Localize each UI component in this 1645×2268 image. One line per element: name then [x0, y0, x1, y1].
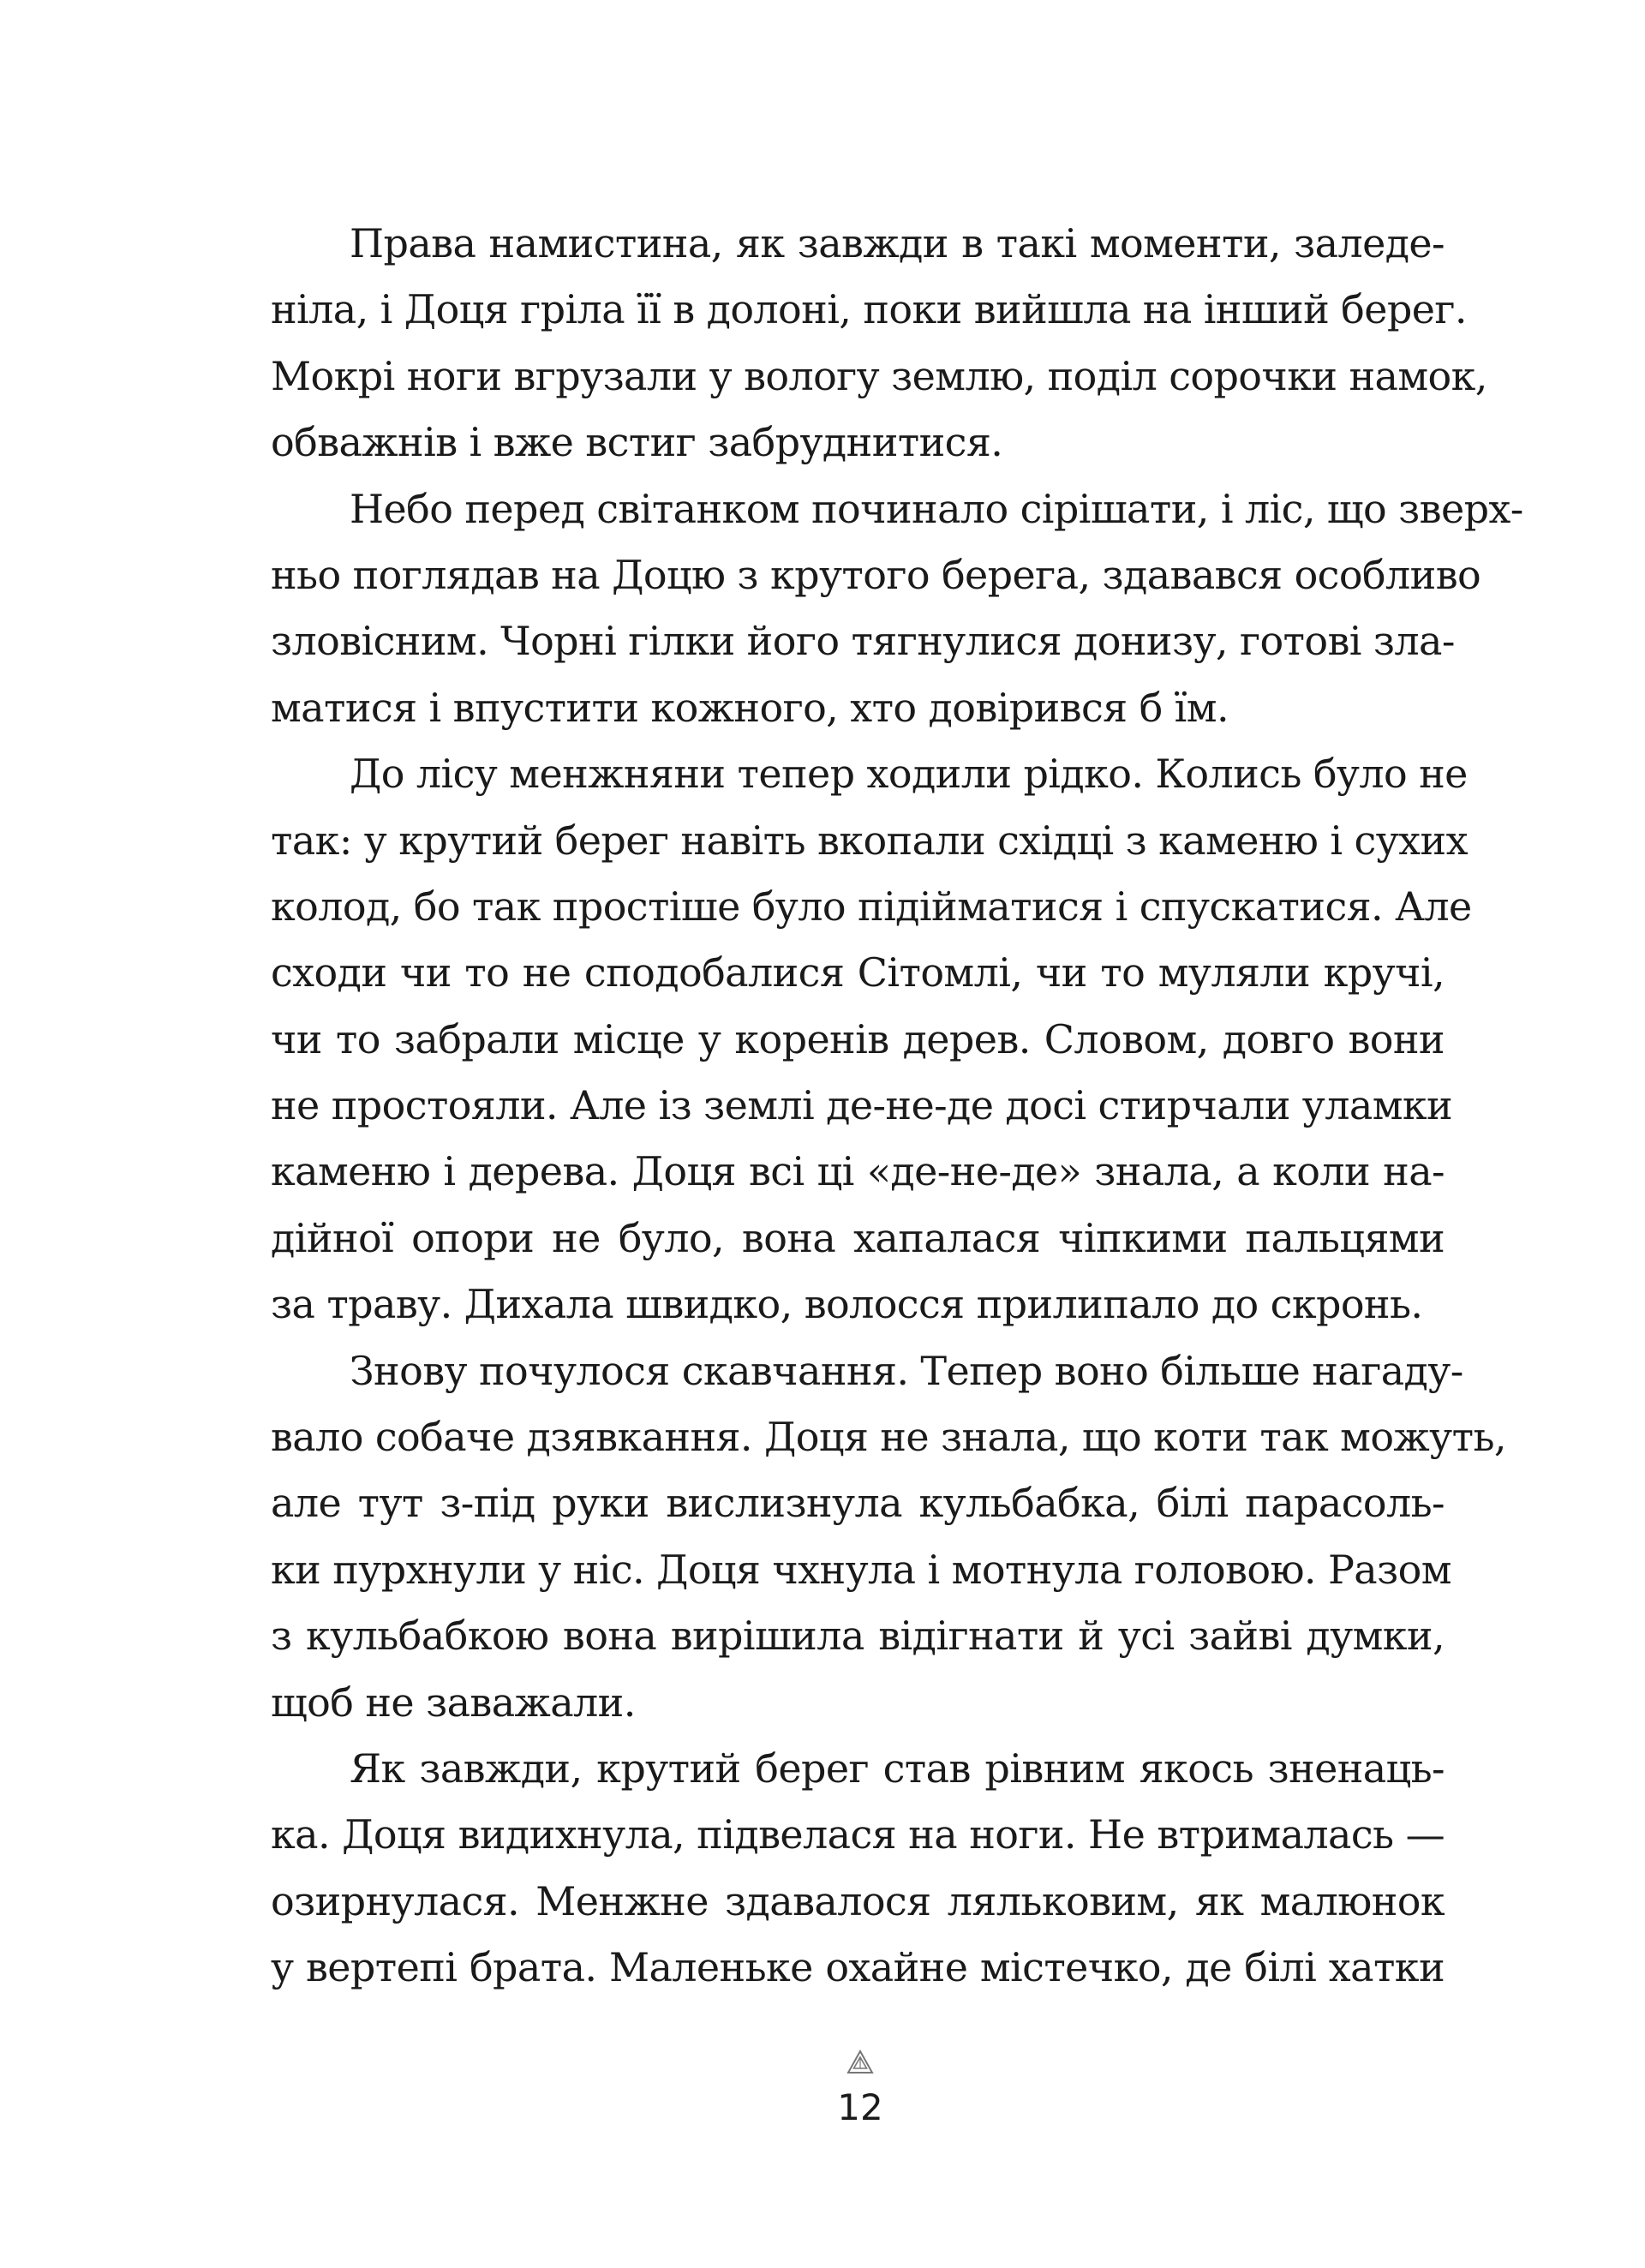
- paragraph-5: [271, 1736, 1445, 2002]
- text-line: Права намистина, як завжди в такі моменти, заледе-: [350, 220, 1445, 266]
- text-line: сходи чи то не сподобалися Сітомлі, чи то муляли кручі,: [271, 949, 1445, 996]
- text-line: Як завжди, крутий берег став рівним якось зненаць-: [350, 1744, 1445, 1792]
- text-line: але тут з-під руки вислизнула кульбабка, білі парасоль-: [271, 1480, 1445, 1527]
- text-line: Небо перед світанком починало сірішати, і ліс, що зверх-: [350, 485, 1523, 532]
- triangle-ornament-icon: [846, 2050, 875, 2075]
- text-line: Мокрі ноги вгрузали у вологу землю, поділ сорочки намок,: [271, 352, 1487, 399]
- text-line: ки пурхнули у ніс. Доця чхнула і мотнула головою. Разом: [271, 1546, 1451, 1593]
- text-line: з кульбабкою вона вирішила відігнати й усі зайві думки,: [271, 1613, 1445, 1660]
- text-line: так: у крутий берег навіть вкопали східці з каменю і сухих: [271, 817, 1468, 864]
- paragraph-2: [271, 476, 1523, 742]
- text-line: щоб не заважали.: [271, 1679, 636, 1726]
- text-line: ніла, і Доця гріла її в долоні, поки вийшла на інший берег.: [271, 286, 1467, 333]
- body-text: [271, 211, 1523, 2002]
- text-line: ньо поглядав на Доцю з крутого берега, здавався особливо: [271, 551, 1481, 598]
- paragraph-1: [271, 211, 1487, 476]
- paragraph-4: [271, 1338, 1506, 1736]
- text-line: зловісним. Чорні гілки його тягнулися донизу, готові зла-: [271, 618, 1455, 665]
- text-line: вало собаче дзявкання. Доця не знала, що коти так можуть,: [271, 1414, 1506, 1461]
- text-line: каменю і дерева. Доця всі ці «де-не-де» знала, а коли на-: [271, 1148, 1445, 1195]
- page-number: 12: [837, 2086, 883, 2128]
- text-line: за траву. Дихала швидко, волосся прилипало до скронь.: [271, 1281, 1423, 1328]
- paragraph-3: [271, 741, 1472, 1338]
- text-line: Знову почулося скавчання. Тепер воно більше нагаду-: [350, 1347, 1463, 1394]
- text-line: ка. Доця видихнула, підвелася на ноги. Не втрималась —: [271, 1811, 1445, 1858]
- text-line: чи то забрали місце у коренів дерев. Словом, довго вони: [271, 1015, 1445, 1062]
- text-line: колод, бо так простіше було підійматися і спускатися. Але: [271, 883, 1472, 930]
- text-line: не простояли. Але із землі де-не-де досі стирчали уламки: [271, 1082, 1453, 1129]
- text-line: дійної опори не було, вона хапалася чіпкими пальцями: [271, 1214, 1445, 1261]
- text-line: матися і впустити кожного, хто довірився б їм.: [271, 684, 1229, 731]
- text-line: До лісу менжняни тепер ходили рідко. Колись було не: [350, 751, 1468, 798]
- text-line: у вертепі брата. Маленьке охайне містечко, де білі хатки: [271, 1944, 1445, 1991]
- text-line: обважнів і вже встиг забруднитися.: [271, 419, 1003, 466]
- text-line: озирнулася. Менжне здавалося ляльковим, як малюнок: [271, 1877, 1445, 1924]
